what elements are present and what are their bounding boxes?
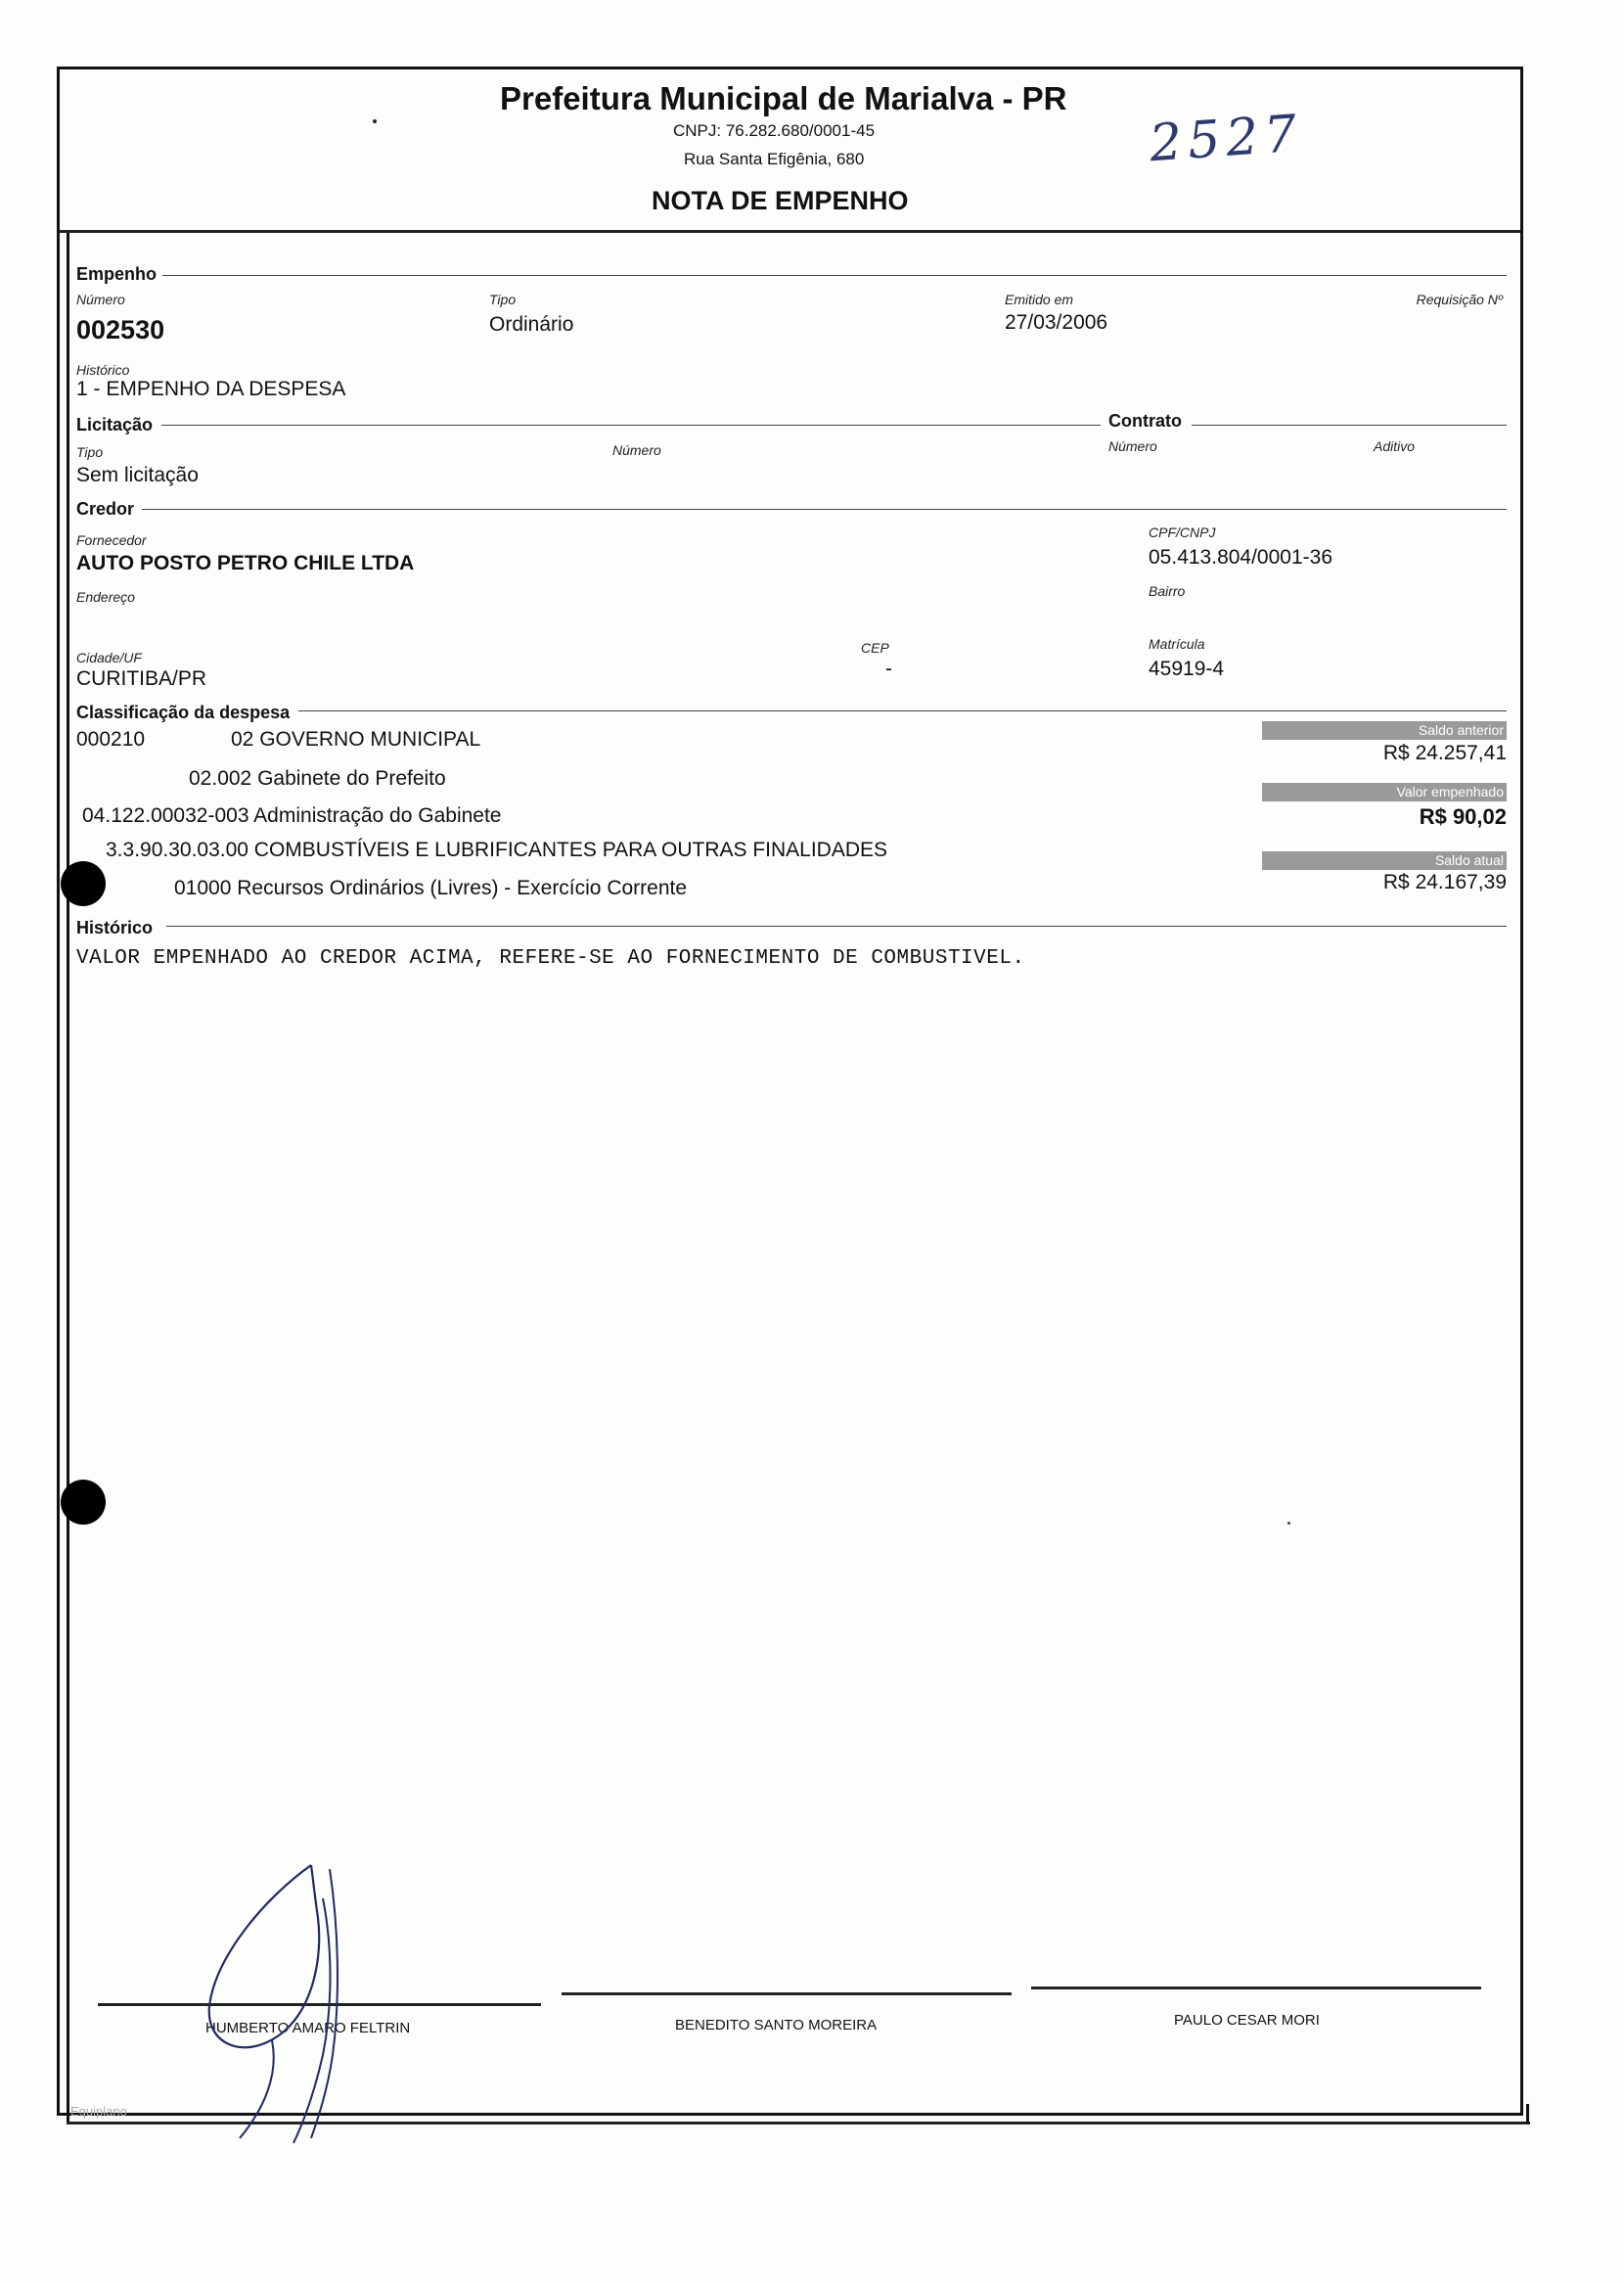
empenho-historico: 1 - EMPENHO DA DESPESA xyxy=(76,378,346,400)
classificacao-code: 000210 xyxy=(76,728,146,751)
speck xyxy=(1287,1522,1290,1525)
signature-line-3 xyxy=(1031,1987,1481,1989)
empenho-rule xyxy=(157,275,1507,276)
header-mark xyxy=(373,119,377,123)
document-title: NOTA DE EMPENHO xyxy=(652,186,909,215)
credor-bairro-label: Bairro xyxy=(1149,583,1186,599)
historico-section-title: Histórico xyxy=(76,918,158,938)
classificacao-funcional: 04.122.00032-003 Administração do Gabinete xyxy=(82,804,502,827)
credor-matricula: 45919-4 xyxy=(1149,658,1225,680)
empenho-historico-label: Histórico xyxy=(76,362,130,378)
credor-cpf: 05.413.804/0001-36 xyxy=(1149,546,1333,569)
historico-text: VALOR EMPENHADO AO CREDOR ACIMA, REFERE-SE AO FORNECIMENTO DE COMBUSTIVEL. xyxy=(76,947,1025,970)
contrato-numero-label: Número xyxy=(1108,438,1157,454)
page-title: Prefeitura Municipal de Marialva - PR xyxy=(500,80,1067,116)
signatory-1: HUMBERTO AMARO FELTRIN xyxy=(205,2020,411,2036)
contrato-section-title: Contrato xyxy=(1108,411,1188,432)
empenho-numero: 002530 xyxy=(76,315,165,344)
credor-cpf-label: CPF/CNPJ xyxy=(1149,525,1216,540)
classificacao-elemento: 3.3.90.30.03.00 COMBUSTÍVEIS E LUBRIFICANTES PARA OUTRAS FINALIDADES xyxy=(106,839,888,861)
handwritten-number: 2527 xyxy=(1148,104,1305,174)
saldo-anterior-label: Saldo anterior xyxy=(1262,721,1507,740)
saldo-atual-label: Saldo atual xyxy=(1262,851,1507,870)
licitacao-section-title: Licitação xyxy=(76,415,158,435)
credor-cidade-label: Cidade/UF xyxy=(76,650,142,665)
credor-rule xyxy=(142,509,1507,510)
right-margin-line xyxy=(1526,2104,1529,2124)
licitacao-numero-label: Número xyxy=(612,442,661,458)
classificacao-unidade: 02.002 Gabinete do Prefeito xyxy=(189,767,446,790)
classificacao-section-title: Classificação da despesa xyxy=(76,703,295,723)
empenho-section-title: Empenho xyxy=(76,264,162,285)
credor-cep-label: CEP xyxy=(861,640,889,656)
empenho-emitido-label: Emitido em xyxy=(1005,292,1074,307)
empenho-requisicao-label: Requisição Nº xyxy=(1416,292,1503,307)
contrato-aditivo-label: Aditivo xyxy=(1374,438,1416,454)
credor-cep: - xyxy=(885,658,892,680)
credor-section-title: Credor xyxy=(76,499,140,520)
licitacao-tipo-label: Tipo xyxy=(76,444,104,460)
signature-line-2 xyxy=(562,1992,1012,1995)
classificacao-recurso: 01000 Recursos Ordinários (Livres) - Exercício Corrente xyxy=(174,877,688,899)
valor-empenhado-label: Valor empenhado xyxy=(1262,783,1507,801)
classificacao-orgao: 02 GOVERNO MUNICIPAL xyxy=(231,728,481,751)
credor-cidade: CURITIBA/PR xyxy=(76,667,207,690)
licitacao-rule xyxy=(161,425,1101,426)
licitacao-tipo: Sem licitação xyxy=(76,464,199,486)
empenho-emitido: 27/03/2006 xyxy=(1005,311,1108,334)
valor-empenhado: R$ 90,02 xyxy=(1419,804,1507,829)
classificacao-rule xyxy=(298,710,1507,711)
credor-fornecedor-label: Fornecedor xyxy=(76,532,147,548)
software-footer: Equiplano xyxy=(70,2104,127,2119)
historico-rule xyxy=(166,926,1507,927)
saldo-atual: R$ 24.167,39 xyxy=(1382,871,1507,893)
empenho-tipo-label: Tipo xyxy=(489,292,517,307)
left-margin-line xyxy=(67,233,69,2124)
credor-endereco-label: Endereço xyxy=(76,589,135,605)
signatory-2: BENEDITO SANTO MOREIRA xyxy=(675,2017,878,2033)
header-separator xyxy=(59,230,1520,233)
empenho-tipo: Ordinário xyxy=(489,313,574,336)
document-frame xyxy=(57,67,1523,2116)
header-cnpj: CNPJ: 76.282.680/0001-45 xyxy=(673,121,876,140)
punch-hole-bottom xyxy=(61,1480,106,1525)
contrato-rule xyxy=(1192,425,1507,426)
saldo-anterior: R$ 24.257,41 xyxy=(1382,742,1507,764)
punch-hole-top xyxy=(61,861,106,906)
credor-fornecedor: AUTO POSTO PETRO CHILE LTDA xyxy=(76,552,415,574)
header-address: Rua Santa Efigênia, 680 xyxy=(684,150,865,168)
handwritten-signature xyxy=(186,1840,479,2153)
credor-matricula-label: Matrícula xyxy=(1149,636,1205,652)
signatory-3: PAULO CESAR MORI xyxy=(1174,2012,1320,2029)
empenho-numero-label: Número xyxy=(76,292,125,307)
